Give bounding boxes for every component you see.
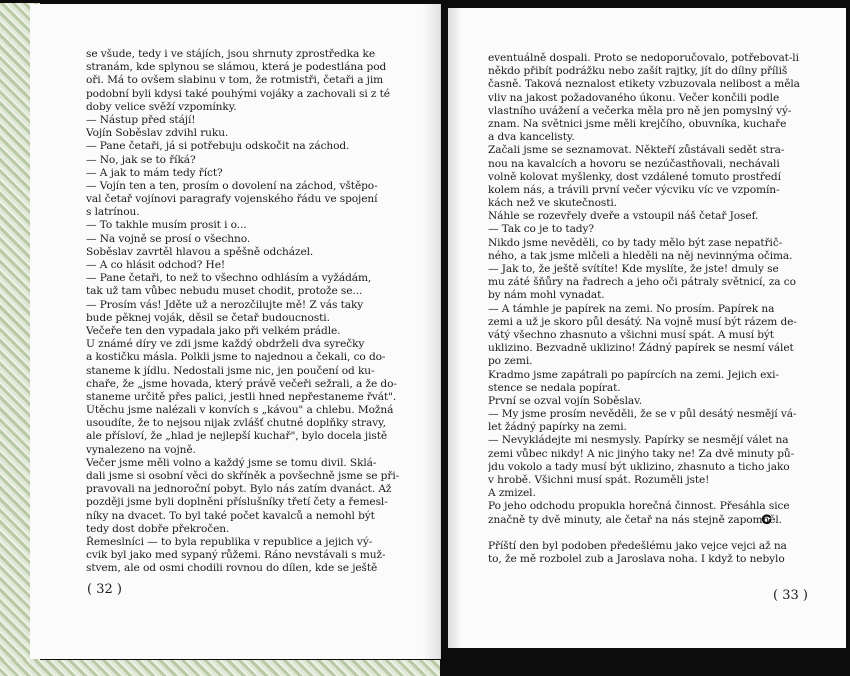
text-line: A zmizel. bbox=[488, 487, 536, 500]
text-line: — Pane četaři, já si potřebuju odskočit na záchod. bbox=[86, 140, 350, 153]
section-break bbox=[488, 527, 810, 540]
text-line: — A jak to mám tedy říct? bbox=[86, 166, 223, 179]
text-line: První se ozval vojín Soběslav. bbox=[488, 394, 642, 407]
text-line: volně kolovat myšlenky, dost vzdálené tomuto prostředí bbox=[488, 170, 781, 183]
text-line: později jsme byli doplněni příslušníky třetí čety a řemesl- bbox=[86, 496, 388, 509]
text-line: Začali jsme se seznamovat. Někteří zůstávali sedět stra- bbox=[488, 144, 785, 157]
text-line: staneme určitě přes palici, jestli hned nepřestaneme řvát". bbox=[86, 390, 397, 403]
text-line: eventuálně dospali. Proto se nedoporučovalo, potřebovat-li bbox=[488, 52, 799, 64]
text-line: — Jak to, že ještě svítíte! Kde myslíte, že jste! dmuly se bbox=[488, 263, 779, 275]
left-page-text bbox=[86, 48, 406, 576]
text-line: — My jsme prosím nevěděli, že se v půl desátý nesmějí vá- bbox=[488, 408, 797, 421]
page-number-right: ( 33 ) bbox=[773, 588, 808, 603]
pen-mark-icon bbox=[761, 514, 773, 526]
text-line: znam. Na světnici jsme měli krejčího, obuvníka, kuchaře bbox=[488, 117, 787, 130]
text-line: v hrobě. Všichni musí spát. Rozuměli jste! bbox=[488, 474, 710, 486]
text-line: s latrínou. bbox=[86, 206, 140, 219]
text-line: Náhle se rozevřely dveře a vstoupil náš četař Josef. bbox=[488, 210, 759, 223]
text-line: ného, a tak jsme mlčeli a hleděli na něj nevinnýma očima. bbox=[488, 249, 793, 262]
text-line: vynalezeno na vojně. bbox=[86, 443, 196, 456]
text-line: — A co hlásit odchod? He! bbox=[86, 259, 226, 271]
text-line: by nám mohl vynadat. bbox=[488, 289, 605, 302]
page-number-left: ( 32 ) bbox=[87, 582, 122, 597]
text-line: vátý všechno zhasnuto a všichni musí spát. A musí být bbox=[488, 328, 774, 341]
text-line: ale přísloví, že „hlad je nejlepší kuchař", bylo docela jistě bbox=[86, 430, 388, 443]
text-line: Vojín Soběslav zdvihl ruku. bbox=[86, 127, 229, 140]
right-page-text bbox=[488, 52, 810, 566]
text-line: — To takhle musím prosit i o... bbox=[86, 219, 247, 232]
book-cover-edge-bottom bbox=[0, 660, 440, 676]
text-line: se všude, tedy i ve stájích, jsou shrnuty zprostředka ke bbox=[86, 48, 375, 60]
text-line: — Pane četaři, to než to všechno odhlásím a vyžádám, bbox=[86, 272, 372, 285]
text-line: Kradmo jsme zapátrali po papírcích na zemi. Jejich exi- bbox=[488, 368, 779, 381]
text-line: značně ty dvě minuty, ale četař na nás stejně zapomněl. bbox=[488, 513, 782, 526]
gutter-shadow bbox=[448, 8, 462, 648]
text-line: zemi a už je skoro půl desátý. Na vojně musí být rázem de- bbox=[488, 315, 797, 328]
text-line: Večer jsme měli volno a každý jsme se tomu divil. Sklá- bbox=[86, 456, 377, 469]
text-line: tak už tam vůbec nebudu muset chodit, protože se... bbox=[86, 285, 363, 298]
text-line: — No, jak se to říká? bbox=[86, 153, 196, 166]
text-line: chaře, že „jsme hovada, který právě večeři sežrali, a že do- bbox=[86, 377, 397, 390]
text-line: usoudíte, že to nejsou nijak zvlášť chutné doplňky stravy, bbox=[86, 417, 386, 430]
text-line: — Na vojně se prosí o všechno. bbox=[86, 232, 251, 245]
text-line: mu záté šňůry na řadrech a jeho oči pátraly světnicí, za co bbox=[488, 276, 796, 289]
text-line: Večeře ten den vypadala jako při velkém prádle. bbox=[86, 324, 341, 337]
text-line: let žádný papírky na zemi. bbox=[488, 421, 627, 434]
right-page bbox=[448, 8, 846, 648]
text-line: — Nástup před stájí! bbox=[86, 113, 196, 126]
text-line: pravovali na jednoroční pobyt. Bylo nás zatím dvanáct. Až bbox=[86, 483, 392, 496]
text-line: to, že mě rozbolel zub a Jaroslava noha. I když to nebylo bbox=[488, 553, 785, 566]
text-line: stranám, kde splynou se slámou, která je podestlána pod bbox=[86, 61, 387, 74]
text-line: val četař vojínovi paragrafy vojenského řádu ve spojení bbox=[86, 193, 378, 206]
text-line: vliv na jakost požadovaného úkonu. Večer končili podle bbox=[488, 91, 780, 104]
text-line: Nikdo jsme nevěděli, co by tady mělo být zase nepatřič- bbox=[488, 236, 783, 249]
text-line: zemi vůbec nikdy! A nic jinýho taky ne! Za dvě minuty pů- bbox=[488, 447, 795, 460]
text-line: stvem, ale od osmi chodili rovnou do dílen, kde se ještě bbox=[86, 562, 378, 575]
text-line: — A támhle je papírek na zemi. No prosím. Papírek na bbox=[488, 302, 775, 315]
text-line: stence se nedala popírat. bbox=[488, 381, 621, 394]
text-line: — Nevykládejte mi nesmysly. Papírky se nesmějí válet na bbox=[488, 434, 789, 447]
text-line: staneme k jídlu. Nedostali jsme nic, jen poučení od ku- bbox=[86, 364, 375, 377]
text-line: nou na kavalcích a hovoru se nezúčastňovali, nechávali bbox=[488, 157, 780, 170]
gutter-shadow bbox=[422, 4, 440, 659]
text-line: oři. Má to ovšem slabinu v tom, že rotmistři, četaři a jim bbox=[86, 74, 384, 87]
text-line: časně. Taková neznalost etikety vzbuzovala nelibost a měla bbox=[488, 78, 800, 91]
text-line: po zemi. bbox=[488, 355, 533, 368]
text-line: jdu vokolo a tady musí být uklizino, zhasnuto a ticho jako bbox=[488, 460, 790, 473]
text-line: někdo přibít podrážku nebo zašít rajtky, jít do dílny příliš bbox=[488, 65, 788, 78]
left-page bbox=[30, 4, 441, 659]
text-line: — Tak co je to tady? bbox=[488, 223, 594, 236]
text-line: cvik byl jako med sypaný růžemi. Ráno nevstávali s muž- bbox=[86, 549, 386, 562]
text-line: Příští den byl podoben předešlému jako vejce vejci až na bbox=[488, 539, 787, 552]
text-line: U známé díry ve zdi jsme každý obdrželi dva syrečky bbox=[86, 338, 365, 351]
text-line: a kostičku másla. Polkli jsme to najednou a čekali, co do- bbox=[86, 351, 386, 364]
text-line: podobní byli kdysi také pouhými vojáky a zachovali si z té bbox=[86, 87, 390, 100]
text-line: Soběslav zavrtěl hlavou a spěšně odcházel. bbox=[86, 245, 314, 258]
text-line: bude pěknej voják, děsil se četař budoucnosti. bbox=[86, 311, 330, 324]
text-line: níky na dvacet. To byl také počet kavalců a nemohl být bbox=[86, 509, 375, 522]
text-line: — Vojín ten a ten, prosím o dovolení na záchod, vštěpo- bbox=[86, 179, 378, 192]
text-line: Řemeslníci — to byla republika v republice a jejich vý- bbox=[86, 535, 373, 548]
text-line: Po jeho odchodu propukla horečná činnost. Přesáhla sice bbox=[488, 500, 790, 513]
text-line: uklizino. Bezvadně uklizino! Žádný papírek se nesmí válet bbox=[488, 342, 794, 355]
text-line: kolem nás, a trávili první večer výcviku víc ve vzpomín- bbox=[488, 183, 780, 196]
text-line: — Prosím vás! Jděte už a nerozčilujte mě! Z vás taky bbox=[86, 298, 364, 311]
text-line: doby velice svěží vzpomínky. bbox=[86, 100, 237, 113]
text-line: dali jsme si osobní věci do skříněk a povšechně jsme se při- bbox=[86, 470, 400, 482]
text-line: kách než ve skutečnosti. bbox=[488, 197, 617, 210]
text-line: tedy dost dobře překročen. bbox=[86, 522, 230, 535]
text-line: Útěchu jsme nalézali v konvích s „kávou" a chlebu. Možná bbox=[86, 404, 394, 417]
text-line: vlastního uvážení a večerka měla pro ně jen pomyslný vý- bbox=[488, 104, 792, 117]
text-line: a dva kancelisty. bbox=[488, 131, 575, 144]
